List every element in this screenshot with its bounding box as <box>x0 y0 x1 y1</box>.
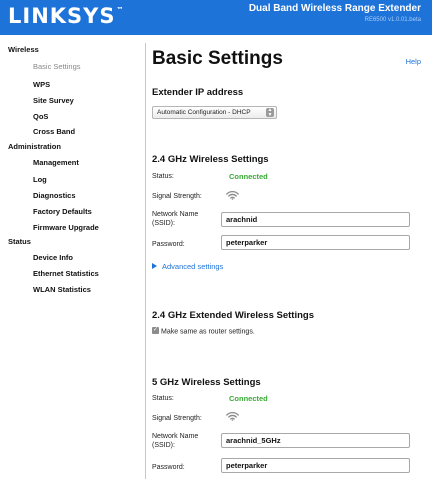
wireless-5-password-input[interactable] <box>221 458 410 473</box>
checkbox-checked-icon[interactable]: ✓ <box>152 327 159 333</box>
wireless-5-status-value: Connected <box>229 394 268 403</box>
wireless-5-heading: 5 GHz Wireless Settings <box>152 377 261 388</box>
wireless-24-status-label: Status: <box>152 173 174 180</box>
top-header <box>0 0 432 35</box>
wireless-5-ssid-input[interactable] <box>221 433 410 448</box>
sidebar-item-qos[interactable]: QoS <box>33 112 49 121</box>
wireless-5-status-label: Status: <box>152 395 174 402</box>
ip-config-selected-value: Automatic Configuration - DHCP <box>157 109 251 116</box>
sidebar-item-device-info[interactable]: Device Info <box>33 253 74 262</box>
wireless-24-password-input[interactable] <box>221 235 410 250</box>
wireless-24-password-label: Password: <box>152 241 185 248</box>
main-content <box>146 35 432 479</box>
wireless-5-password-label: Password: <box>152 464 185 471</box>
same-as-router-checkbox[interactable]: ✓ Make same as router settings. <box>152 327 255 336</box>
wireless-24-signal-label: Signal Strength: <box>152 193 202 200</box>
wireless-24-heading: 2.4 GHz Wireless Settings <box>152 154 269 165</box>
wireless-24-ssid-input[interactable] <box>221 212 410 227</box>
sidebar-item-wlan-statistics[interactable]: WLAN Statistics <box>33 285 91 294</box>
sidebar-item-basic-settings[interactable]: Basic Settings <box>33 62 81 71</box>
sidebar-section-status[interactable]: Status <box>8 237 31 246</box>
sidebar-item-wps[interactable]: WPS <box>33 80 51 89</box>
wireless-5-signal-label: Signal Strength: <box>152 415 202 422</box>
extender-ip-heading: Extender IP address <box>152 87 244 98</box>
wireless-5-ssid-label: Network Name (SSID): <box>152 433 199 449</box>
wireless-24-status-value: Connected <box>229 172 268 181</box>
sidebar-item-site-survey[interactable]: Site Survey <box>33 96 74 105</box>
sidebar-item-log[interactable]: Log <box>33 175 47 184</box>
sidebar-item-ethernet-statistics[interactable]: Ethernet Statistics <box>33 269 99 278</box>
page-title: Basic Settings <box>152 48 283 69</box>
sidebar-item-factory-defaults[interactable]: Factory Defaults <box>33 207 92 216</box>
advanced-settings-link[interactable]: Advanced settings <box>152 262 223 271</box>
help-link[interactable]: Help <box>405 57 421 66</box>
sidebar-item-firmware-upgrade[interactable]: Firmware Upgrade <box>33 223 99 232</box>
sidebar-item-diagnostics[interactable]: Diagnostics <box>33 191 76 200</box>
sidebar-item-cross-band[interactable]: Cross Band <box>33 127 76 136</box>
extended-24-heading: 2.4 GHz Extended Wireless Settings <box>152 310 314 321</box>
wifi-signal-icon <box>226 190 239 200</box>
wireless-24-ssid-label: Network Name (SSID): <box>152 211 199 227</box>
sidebar-nav <box>0 35 146 479</box>
triangle-right-icon <box>152 263 157 269</box>
ip-config-select[interactable] <box>152 106 277 119</box>
sidebar-section-administration[interactable]: Administration <box>8 142 61 151</box>
sidebar-section-wireless[interactable]: Wireless <box>8 45 39 54</box>
select-arrows-icon: ▲ ▼ <box>267 107 273 118</box>
sidebar-item-management[interactable]: Management <box>33 158 79 167</box>
wifi-signal-icon <box>226 411 239 421</box>
linksys-logo: LINKSYS™ <box>8 4 125 28</box>
product-name: Dual Band Wireless Range Extender <box>248 3 421 14</box>
model-version: RE6500 v1.0.01.beta <box>364 17 421 23</box>
